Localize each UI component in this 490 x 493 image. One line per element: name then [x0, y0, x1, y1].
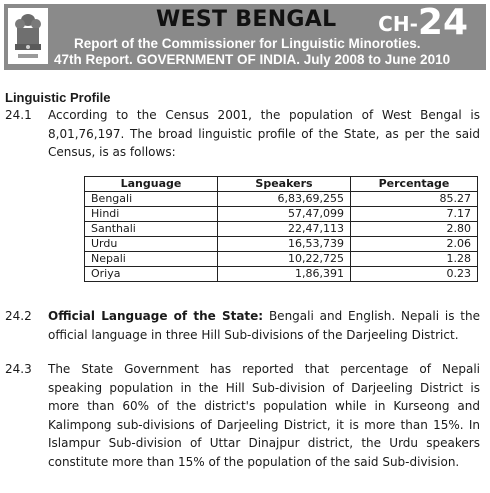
table-row: [85, 192, 478, 207]
percentage-cell: 85.27: [351, 192, 478, 207]
table-row: [85, 207, 478, 222]
language-cell: Santhali: [85, 222, 218, 237]
paragraph-number: 24.3: [5, 362, 32, 376]
paragraph-24-2: [48, 307, 480, 344]
paragraph-number: 24.1: [5, 108, 32, 122]
percentage-cell: 0.23: [351, 267, 478, 282]
table-row: [85, 237, 478, 252]
percentage-cell: 2.06: [351, 237, 478, 252]
table-row: [85, 252, 478, 267]
state-title: WEST BENGAL: [156, 7, 337, 32]
speakers-cell: 1,86,391: [218, 267, 351, 282]
column-header-language: Language: [85, 177, 218, 192]
chapter-number: 24: [417, 4, 468, 43]
table-row: [85, 267, 478, 282]
percentage-cell: 1.28: [351, 252, 478, 267]
speakers-cell: 57,47,099: [218, 207, 351, 222]
language-cell: Hindi: [85, 207, 218, 222]
paragraph-24-3: The State Government has reported that percentage of Nepali speaking population in the Hill Sub-division of Darjeeling District is more than 60% of the district's population while in Kurseong and Kalimpong sub-divisions of Darjeeling District, it is more than 15%. In Islampur Sub-division of Uttar Dinajpur district, the Urdu speakers constitute more than 15% of the population of the said Sub-division.: [48, 362, 480, 469]
speakers-cell: 16,53,739: [218, 237, 351, 252]
language-cell: Oriya: [85, 267, 218, 282]
section-title: Linguistic Profile: [5, 90, 111, 105]
report-subtitle: Report of the Commissioner for Linguistic Minoroties.: [74, 36, 421, 51]
chapter-prefix: CH-: [378, 12, 418, 36]
speakers-cell: 10,22,725: [218, 252, 351, 267]
table-header-row: [85, 177, 478, 192]
table-row: [85, 222, 478, 237]
paragraph-24-1: According to the Census 2001, the population of West Bengal is 8,01,76,197. The broad linguistic profile of the State, as per the said Census, is as follows:: [48, 108, 480, 159]
report-edition: 47th Report. GOVERNMENT OF INDIA. July 2008 to June 2010: [54, 52, 451, 67]
column-header-percentage: Percentage: [351, 177, 478, 192]
language-cell: Bengali: [85, 192, 218, 207]
linguistic-profile-table: [84, 176, 478, 282]
percentage-cell: 7.17: [351, 207, 478, 222]
language-cell: Urdu: [85, 237, 218, 252]
paragraph-number: 24.2: [5, 309, 32, 323]
report-header: [4, 4, 486, 70]
official-language-text: Bengali and English. Nepali is the official language in three Hill Sub-divisions of the Darjeeling District.: [48, 309, 480, 342]
official-language-heading: Official Language of the State:: [48, 309, 264, 323]
national-emblem-icon: [8, 8, 48, 64]
percentage-cell: 2.80: [351, 222, 478, 237]
column-header-speakers: Speakers: [218, 177, 351, 192]
speakers-cell: 22,47,113: [218, 222, 351, 237]
language-cell: Nepali: [85, 252, 218, 267]
speakers-cell: 6,83,69,255: [218, 192, 351, 207]
